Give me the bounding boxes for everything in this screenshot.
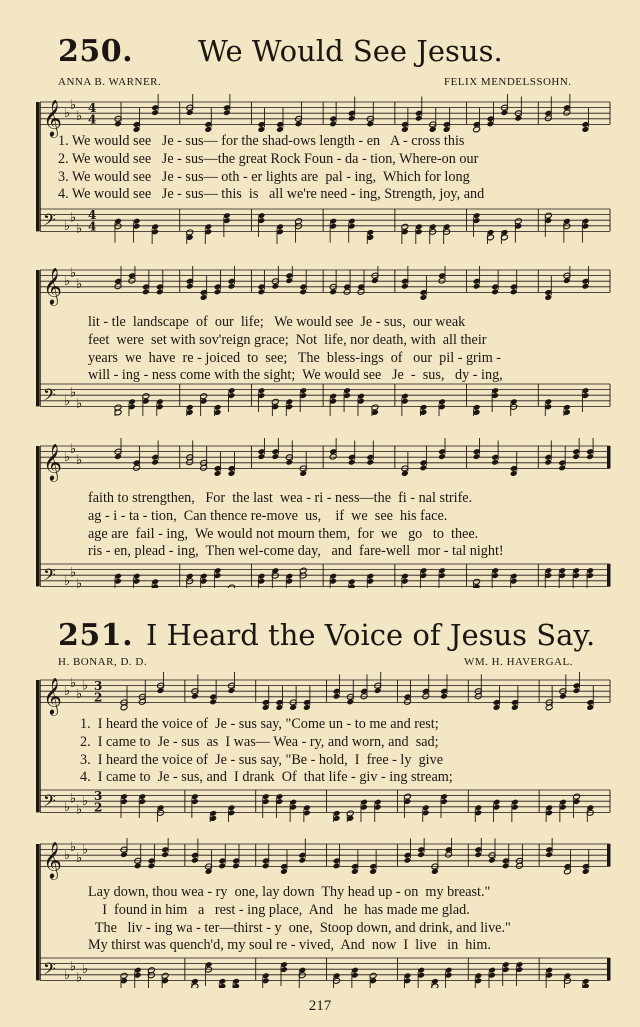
treble-clef-icon: 𝄞	[43, 442, 62, 481]
lyric-line: feet were set with sov'reign grace; Not life, nor death, with all their	[88, 331, 487, 348]
final-bar-line	[607, 564, 610, 586]
flat-icon: ♭	[76, 576, 83, 588]
flat-icon: ♭	[70, 210, 77, 226]
flat-icon: ♭	[76, 221, 83, 237]
time-signature: 4	[88, 112, 97, 127]
lyric-line: will - ing - ness come with the sight; We would see Je - sus, dy - ing,	[88, 367, 503, 384]
lyrics-block	[80, 716, 608, 787]
flat-icon: ♭	[70, 565, 77, 581]
lyrics-block	[88, 490, 608, 561]
flat-icon: ♭	[76, 453, 83, 468]
flat-icon: ♭	[64, 967, 71, 983]
hymn-composer: FELIX MENDELSSOHN.	[444, 76, 572, 88]
time-signature: 2	[94, 690, 103, 705]
hymn-number: 251.	[58, 618, 134, 653]
lyric-line: lit - tle landscape of our life; We would see Je - sus, our weak	[88, 314, 466, 330]
flat-icon: ♭	[76, 277, 83, 292]
flat-icon: ♭	[70, 266, 77, 281]
system-brace	[36, 680, 39, 812]
flat-icon: ♭	[64, 274, 71, 290]
lyric-line: Lay down, thou wea - ry one, lay down Thy head up - on my breast."	[88, 884, 491, 900]
flat-icon: ♭	[70, 675, 77, 691]
flat-icon: ♭	[64, 106, 71, 122]
lyrics-block	[58, 133, 608, 204]
flat-icon: ♭	[82, 962, 89, 978]
system-brace	[36, 102, 39, 231]
lyric-line: 3. We would see Je - sus— oth - er lights are pal - ing, Which for long	[58, 168, 470, 185]
time-signature: 3	[94, 679, 103, 694]
flat-icon: ♭	[76, 851, 83, 866]
lyric-line: 1. We would see Je - sus— for the shad-ows length - en A - cross this	[58, 133, 465, 149]
lyric-line: age are fail - ing, We would not mourn them, for we go to thee.	[88, 525, 479, 542]
flat-icon: ♭	[70, 959, 77, 975]
bass-clef-icon: 𝄢	[43, 564, 56, 588]
system-brace	[36, 446, 39, 586]
flat-icon: ♭	[64, 799, 71, 815]
lyric-line: 2. We would see Je - sus—the great Rock Foun - da - tion, Where-on our	[58, 150, 479, 167]
lyric-line: years we have re - joiced to see; The bless-ings of our pil - grim -	[88, 349, 502, 366]
system-brace	[36, 844, 39, 980]
time-signature: 2	[94, 800, 103, 815]
lyrics-block	[88, 884, 608, 955]
flat-icon: ♭	[76, 396, 83, 412]
lyric-line: 3. I heard the voice of Je - sus say, "Be - hold, I free - ly give	[80, 751, 443, 768]
flat-icon: ♭	[64, 573, 71, 588]
time-signature: 3	[94, 789, 103, 804]
final-bar-line	[607, 446, 610, 468]
lyric-line: 4. I came to Je - sus, and I drank Of that life - giv - ing stream;	[80, 769, 453, 786]
page-number: 217	[308, 998, 332, 1014]
lyric-line: My thirst was quench'd, my soul re - vived, And now I live in him.	[88, 937, 491, 954]
bass-clef-icon: 𝄢	[43, 384, 56, 409]
flat-icon: ♭	[70, 385, 77, 401]
treble-clef-icon: 𝄞	[43, 98, 62, 137]
lyric-line: The liv - ing wa - ter—thirst - y one, Stoop down, and drink, and live."	[88, 919, 511, 936]
system-brace	[36, 270, 39, 406]
lyric-line: faith to strengthen, For the last wea - ri - ness—the fi - nal strife.	[88, 490, 473, 506]
flat-icon: ♭	[76, 109, 83, 124]
treble-clef-icon: 𝄞	[43, 676, 62, 715]
hymn-author: H. BONAR, D. D.	[58, 656, 148, 668]
lyric-line: ag - i - ta - tion, Can thence re-move us, if we see his face.	[88, 507, 448, 524]
flat-icon: ♭	[64, 848, 71, 864]
bass-clef-icon: 𝄢	[43, 958, 56, 983]
time-signature: 4	[88, 208, 97, 223]
treble-clef-icon: 𝄞	[43, 840, 62, 879]
lyric-line: 4. We would see Je - sus— this is all we're need - ing, Strength, joy, and	[58, 186, 485, 203]
flat-icon: ♭	[64, 393, 71, 409]
flat-icon: ♭	[76, 970, 83, 986]
time-signature: 4	[88, 219, 97, 234]
lyric-line: I found in him a rest - ing place, And he has made me glad.	[88, 901, 470, 918]
flat-icon: ♭	[76, 687, 83, 702]
bass-clef-icon: 𝄢	[43, 790, 56, 815]
flat-icon: ♭	[64, 450, 71, 466]
flat-icon: ♭	[82, 842, 89, 858]
flat-icon: ♭	[70, 97, 77, 113]
flat-icon: ♭	[64, 218, 71, 234]
final-bar-line	[607, 958, 610, 980]
flat-icon: ♭	[76, 802, 83, 818]
hymn-title: We Would See Jesus.	[198, 34, 503, 68]
hymn-title: I Heard the Voice of Jesus Say.	[146, 618, 596, 652]
hymn-author: ANNA B. WARNER.	[58, 76, 162, 88]
flat-icon: ♭	[70, 791, 77, 807]
hymn-number: 250.	[58, 34, 134, 69]
lyrics-block	[88, 314, 608, 385]
lyric-line: 2. I came to Je - sus as I was— Wea - ry, and worn, and sad;	[80, 733, 439, 750]
treble-clef-icon: 𝄞	[43, 266, 62, 305]
flat-icon: ♭	[70, 441, 77, 457]
flat-icon: ♭	[82, 794, 89, 810]
time-signature: 4	[88, 101, 97, 116]
flat-icon: ♭	[70, 839, 77, 855]
flat-icon: ♭	[64, 684, 71, 700]
lyric-line: 1. I heard the voice of Je - sus say, "Come un - to me and rest;	[80, 716, 439, 732]
flat-icon: ♭	[82, 678, 89, 694]
hymn-composer: WM. H. HAVERGAL.	[464, 656, 573, 668]
bass-clef-icon: 𝄢	[43, 209, 56, 234]
lyric-line: ris - en, plead - ing, Then wel-come day, and fare-well mor - tal night!	[88, 543, 504, 560]
final-bar-line	[607, 844, 610, 866]
